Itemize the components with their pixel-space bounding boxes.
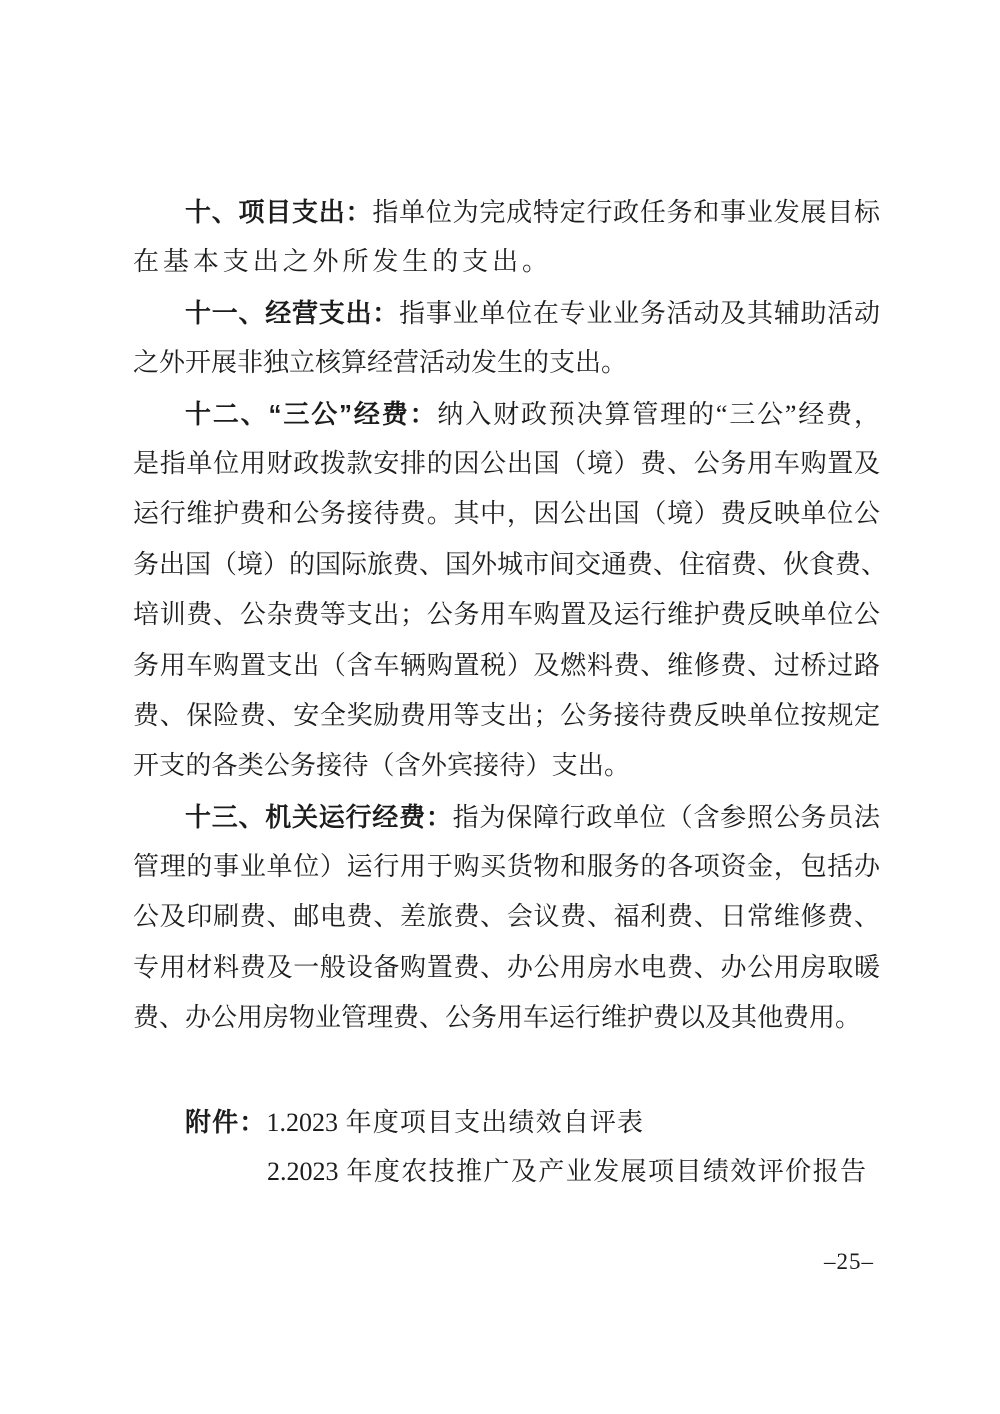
attachment-item: 2.2023 年度农技推广及产业发展项目绩效评价报告 bbox=[267, 1157, 866, 1187]
body-text: 费、保险费、安全奖励费用等支出；公务接待费反映单位按规定 bbox=[133, 700, 880, 730]
section-heading-label: 十一、经营支出： bbox=[185, 297, 400, 328]
page-number: –25– bbox=[824, 1249, 874, 1274]
body-line bbox=[133, 993, 862, 1043]
body-text: 运行维护费和公务接待费。其中，因公出国（境）费反映单位公 bbox=[133, 499, 880, 529]
body-line bbox=[133, 792, 880, 842]
body-line bbox=[133, 842, 880, 892]
body-text: 务出国（境）的国际旅费、国外城市间交通费、住宿费、伙食费、 bbox=[133, 549, 888, 579]
section-heading-label: 十、项目支出： bbox=[185, 197, 373, 227]
body-text: 开支的各类公务接待（含外宾接待）支出。 bbox=[133, 751, 630, 781]
body-text: 指单位为完成特定行政任务和事业发展目标 bbox=[372, 198, 880, 227]
body-text: 管理的事业单位）运行用于购买货物和服务的各项资金，包括办 bbox=[133, 852, 880, 882]
body-text: 之外开展非独立核算经营活动发生的支出。 bbox=[133, 348, 628, 378]
body-line bbox=[133, 641, 880, 691]
attachments-block bbox=[133, 1097, 880, 1198]
body-text: 在基本支出之外所发生的支出。 bbox=[133, 247, 548, 277]
body-line bbox=[133, 741, 630, 791]
body-text: 费、办公用房物业管理费、公务用车运行维护费以及其他费用。 bbox=[133, 1003, 862, 1033]
body-text: 培训费、公杂费等支出；公务用车购置及运行维护费反映单位公 bbox=[133, 600, 880, 630]
attachment-line bbox=[133, 1097, 643, 1147]
body-text: 是指单位用财政拨款安排的因公出国（境）费、公务用车购置及 bbox=[133, 448, 880, 478]
body-line bbox=[133, 389, 880, 439]
body-line bbox=[133, 288, 880, 338]
body-line bbox=[133, 540, 888, 590]
attachments-label: 附件： bbox=[185, 1106, 267, 1137]
body-text: 务用车购置支出（含车辆购置税）及燃料费、维修费、过桥过路 bbox=[133, 650, 880, 680]
body-line bbox=[133, 187, 880, 237]
body-line bbox=[133, 439, 880, 489]
body-line bbox=[133, 691, 880, 741]
body-text: 指为保障行政单位（含参照公务员法 bbox=[452, 802, 880, 832]
body-text: 纳入财政预决算管理的“三公”经费， bbox=[437, 399, 880, 429]
body-text: 公及印刷费、邮电费、差旅费、会议费、福利费、日常维修费、 bbox=[133, 902, 880, 932]
attachment-item: 1.2023 年度项目支出绩效自评表 bbox=[266, 1107, 643, 1137]
body-line bbox=[133, 338, 628, 388]
section-heading-label: 十二、“三公”经费： bbox=[185, 398, 438, 429]
section-heading-label: 十三、机关运行经费： bbox=[185, 801, 453, 832]
body-text: 指事业单位在专业业务活动及其辅助活动 bbox=[399, 298, 880, 328]
body-line bbox=[133, 590, 880, 640]
body-line bbox=[133, 892, 880, 942]
body-line bbox=[133, 943, 880, 993]
body-line bbox=[133, 237, 548, 287]
body-text: 专用材料费及一般设备购置费、办公用房水电费、办公用房取暖 bbox=[133, 952, 880, 982]
attachment-line bbox=[133, 1147, 866, 1197]
body-line bbox=[133, 489, 880, 539]
document-body bbox=[133, 187, 888, 1197]
